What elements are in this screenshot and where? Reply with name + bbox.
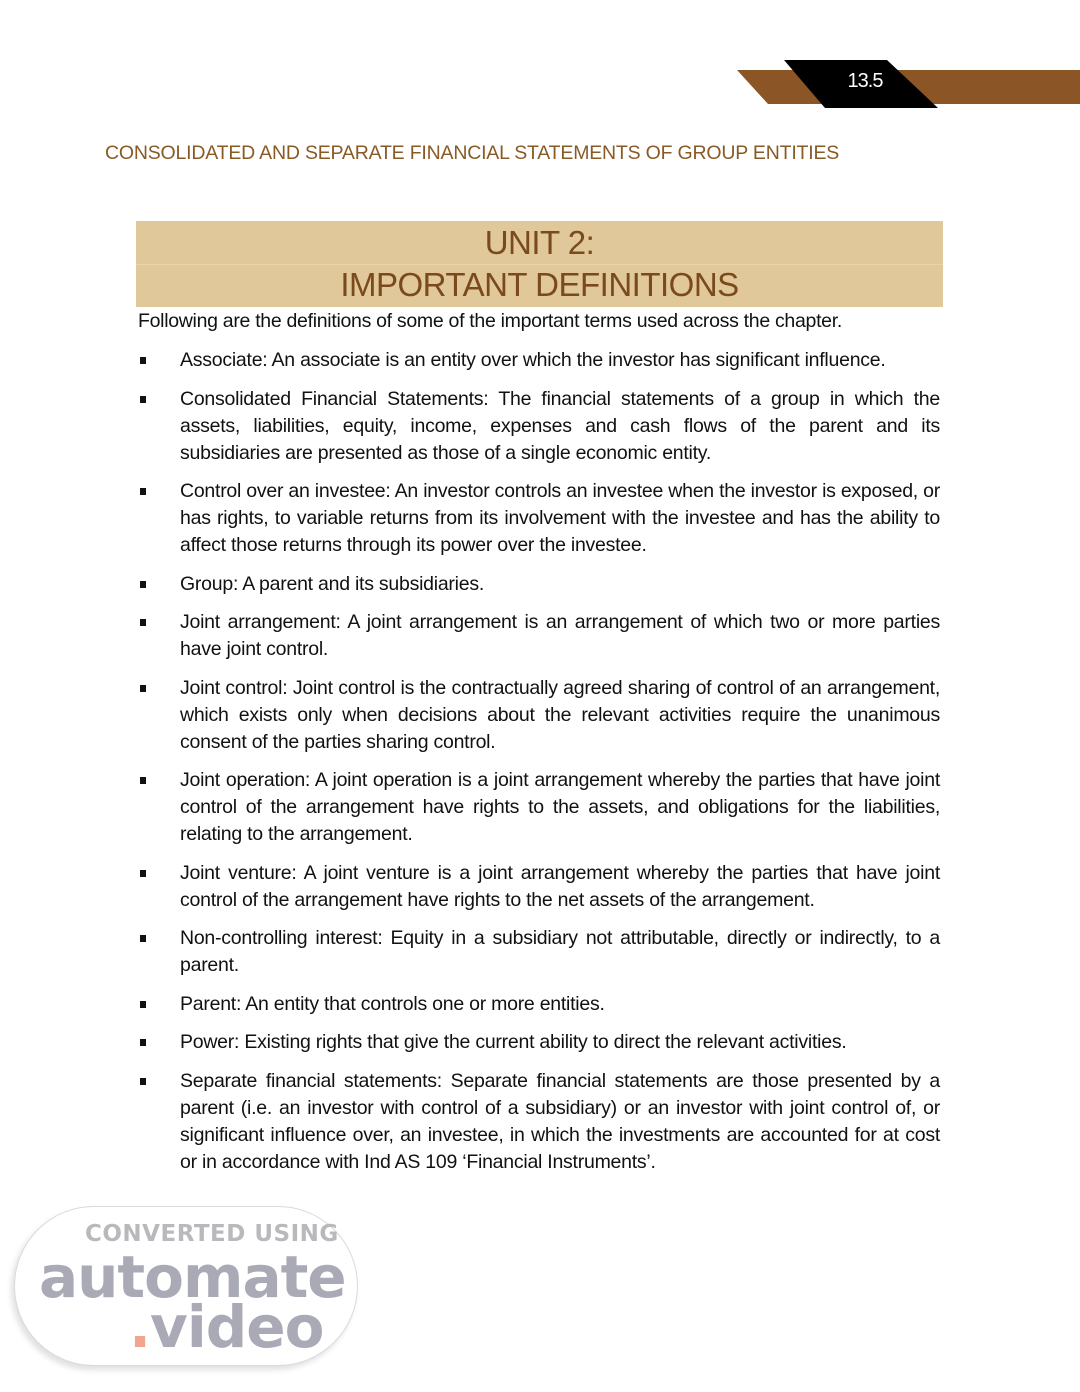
square-bullet-icon: [140, 1039, 146, 1046]
square-bullet-icon: [140, 777, 146, 784]
definition-item: [138, 925, 940, 979]
definition-text: Joint control: Joint control is the contractually agreed sharing of control of an arrangement, which exists only when decisions about the relevant activities require the unanimous consent of the parties sharing control.: [180, 676, 940, 753]
intro-text: Following are the definitions of some of the important terms used across the chapter.: [138, 310, 842, 332]
running-head: CONSOLIDATED AND SEPARATE FINANCIAL STATEMENTS OF GROUP ENTITIES: [105, 142, 840, 164]
definition-item: [138, 609, 940, 663]
definition-text: Control over an investee: An investor controls an investee when the investor is exposed, or has rights, to variable returns from its involvement with the investee and has the ability to affect those returns through its power over the investee.: [180, 480, 940, 556]
watermark-logo-video: [129, 1293, 323, 1361]
definition-text: Joint venture: A joint venture is a joint arrangement whereby the parties that have joint control of the arrangement have rights to the net assets of the arrangement.: [180, 861, 940, 911]
square-bullet-icon: [140, 935, 146, 942]
square-bullet-icon: [140, 685, 146, 692]
definition-item: [138, 478, 940, 559]
definition-item: [138, 386, 940, 467]
square-bullet-icon: [140, 396, 146, 403]
page-number: 13.5: [847, 70, 883, 92]
square-bullet-icon: [140, 619, 146, 626]
definition-text: Power: Existing rights that give the current ability to direct the relevant activities.: [180, 1031, 847, 1053]
definition-item: [138, 767, 940, 848]
square-bullet-icon: [140, 870, 146, 877]
definition-text: Joint operation: A joint operation is a joint arrangement whereby the parties that have joint control of the arrangement have rights to the assets, and obligations for the liabilities, relating to the arrangement.: [180, 769, 940, 845]
unit-divider: [136, 264, 943, 265]
square-bullet-icon: [140, 488, 146, 495]
square-bullet-icon: [140, 581, 146, 588]
square-bullet-icon: [140, 357, 146, 364]
definition-text: Non-controlling interest: Equity in a subsidiary not attributable, directly or indirectly, to a parent.: [180, 927, 940, 976]
definition-item: [138, 571, 940, 598]
square-bullet-icon: [140, 1078, 146, 1085]
square-bullet-icon: [140, 1001, 146, 1008]
definition-text: Consolidated Financial Statements: The financial statements of a group in which the assets, liabilities, equity, income, expenses and cash flows of the parent and its subsidiaries are presented as those of a single economic entity.: [180, 387, 940, 464]
watermark-dot: .: [129, 1293, 151, 1361]
definition-text: Parent: An entity that controls one or more entities.: [180, 992, 605, 1015]
page-number-ribbon: [0, 0, 1080, 120]
definition-text: Associate: An associate is an entity over which the investor has significant influence.: [180, 349, 886, 371]
definition-item: [138, 1068, 940, 1176]
unit-title-box: [136, 221, 943, 307]
definitions-list: [138, 347, 940, 1187]
watermark-logo-automate: automate: [39, 1243, 346, 1311]
unit-title: IMPORTANT DEFINITIONS: [340, 266, 739, 303]
definition-text: Group: A parent and its subsidiaries.: [180, 572, 485, 595]
watermark-video-text: video: [150, 1293, 324, 1361]
definition-item: [138, 860, 940, 914]
unit-number: UNIT 2:: [484, 224, 595, 261]
definition-item: [138, 991, 940, 1018]
definition-item: [138, 1029, 940, 1056]
watermark-badge: [14, 1206, 358, 1366]
definition-text: Joint arrangement: A joint arrangement is an arrangement of which two or more parties have joint control.: [180, 611, 940, 660]
definition-text: Separate financial statements: Separate financial statements are those presented by a parent (i.e. an investor with control of a subsidiary) or an investor with joint control of, or significant influence over, an investee, in which the investments are accounted for at cost or in accordance with Ind AS 109 ‘Financial Instruments’.: [180, 1069, 940, 1173]
watermark-top-text: CONVERTED USING: [85, 1221, 339, 1247]
definition-item: [138, 347, 940, 374]
definition-item: [138, 675, 940, 756]
